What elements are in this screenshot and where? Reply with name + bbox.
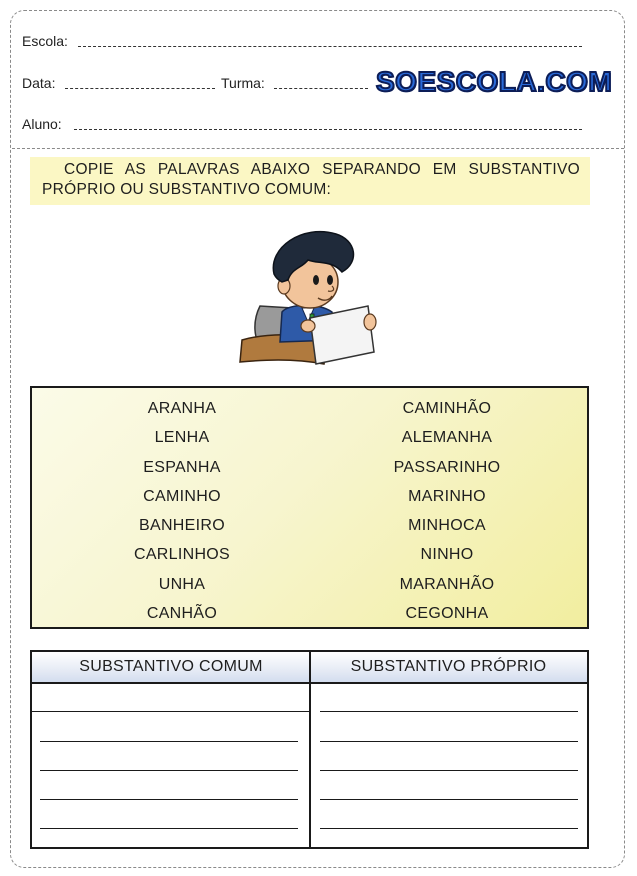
answer-line-common[interactable]: [40, 770, 298, 771]
student-label: Aluno:: [22, 116, 62, 132]
word-column-left: [57, 394, 307, 628]
word-column-right: [322, 394, 572, 628]
date-field-line[interactable]: [65, 88, 215, 89]
soescola-logo: SOESCOLA.COM: [376, 66, 613, 97]
school-label: Escola:: [22, 33, 68, 49]
word-item: MARANHÃO: [399, 575, 495, 593]
answer-line-proper[interactable]: [320, 799, 578, 800]
school-field-line[interactable]: [78, 46, 582, 47]
word-item: MINHOCA: [408, 517, 486, 535]
word-item: ESPANHA: [143, 458, 221, 476]
word-item: ARANHA: [147, 400, 217, 417]
date-label: Data:: [22, 75, 56, 91]
word-item: UNHA: [158, 575, 206, 593]
answer-table: [30, 650, 589, 849]
word-item: MARINHO: [408, 487, 486, 505]
word-item: BANHEIRO: [139, 517, 225, 535]
answer-line-common[interactable]: [40, 799, 298, 800]
class-label: Turma:: [221, 75, 265, 91]
answer-line-common[interactable]: [40, 741, 298, 742]
word-item: CAMINHÃO: [402, 400, 492, 417]
boy-reading-paper-illustration: [232, 222, 382, 368]
common-noun-header: SUBSTANTIVO COMUM: [32, 652, 310, 684]
word-item: LENHA: [154, 429, 210, 447]
answer-line-common[interactable]: [32, 711, 309, 712]
answer-line-common[interactable]: [40, 828, 298, 829]
answer-line-proper[interactable]: [320, 770, 578, 771]
class-field-line[interactable]: [274, 88, 368, 89]
answer-line-proper[interactable]: [320, 711, 578, 712]
word-item: NINHO: [420, 546, 474, 564]
word-item: CARLINHOS: [133, 546, 231, 564]
word-item: ALEMANHA: [401, 429, 493, 447]
column-divider: [309, 652, 311, 847]
word-list-box: [30, 386, 589, 629]
word-item: CAMINHO: [143, 487, 221, 505]
instruction-text: COPIE AS PALAVRAS ABAIXO SEPARANDO EM SUBSTANTIVO PRÓPRIO OU SUBSTANTIVO COMUM:: [42, 161, 580, 198]
instruction-box: [30, 157, 590, 205]
word-item: CANHÃO: [146, 605, 218, 623]
header-separator: [12, 148, 624, 149]
word-item: PASSARINHO: [393, 458, 501, 476]
student-field-line[interactable]: [74, 129, 582, 130]
answer-line-proper[interactable]: [320, 741, 578, 742]
proper-noun-header: SUBSTANTIVO PRÓPRIO: [310, 652, 587, 684]
answer-line-proper[interactable]: [320, 828, 578, 829]
word-item: CEGONHA: [405, 605, 489, 623]
